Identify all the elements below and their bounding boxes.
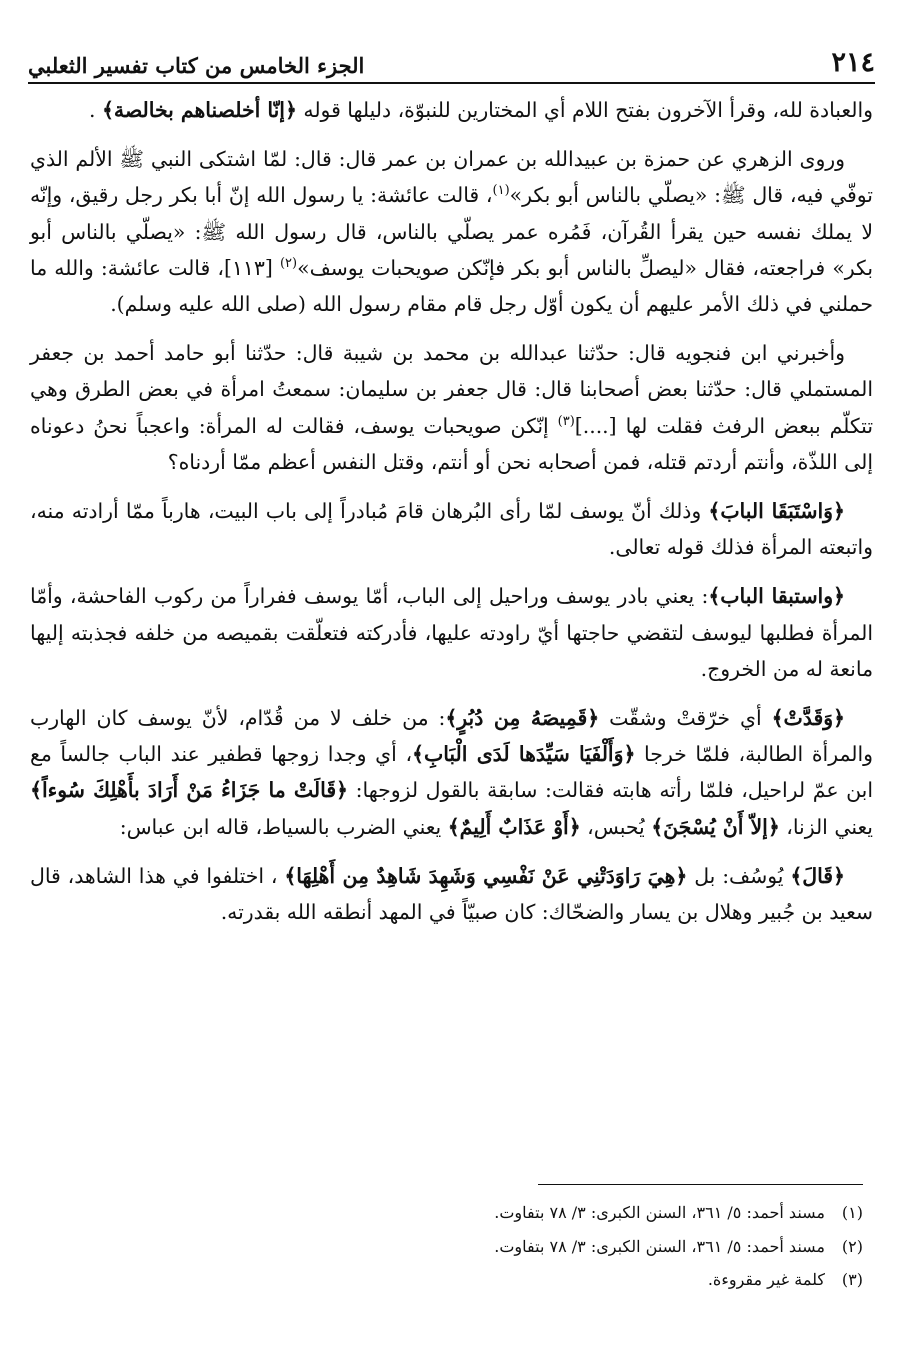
quran-quote: ﴿وَأَلْفَيَا سَيِّدَها لَدَى الْبَابِ﴾ <box>412 742 636 767</box>
body-paragraph <box>30 335 873 480</box>
body-text <box>30 92 873 943</box>
quran-quote: ﴿هِيَ رَاوَدَتْنِي عَنْ نَفْسِي وَشَهِدَ شَاهِدٌ مِن أَهْلِهَا﴾ <box>284 863 688 888</box>
quran-quote: ﴿قَمِيصَهُ مِن دُبُرٍ﴾ <box>445 706 600 731</box>
text-run: ، اختلفوا في هذا الشاهد، قال سعيد بن جُبير وهلال بن يسار والضحّاك: كان صبيّاً في المهد أنطقه الله بقدرته. <box>30 863 873 925</box>
body-paragraph <box>30 141 873 322</box>
page-number: ٢١٤ <box>831 47 875 78</box>
text-run: يعني الزنا، <box>779 814 873 839</box>
text-run: يُوسُف: بل <box>687 863 791 888</box>
footnotes <box>30 1196 863 1297</box>
footnote-marker: (٣) <box>557 413 575 429</box>
footnote-number: (١) <box>841 1203 863 1222</box>
footnote-item <box>30 1263 863 1297</box>
header-rule <box>28 82 875 84</box>
body-paragraph <box>30 858 873 930</box>
quran-quote: ﴿وَقَدَّتْ﴾ <box>771 706 845 731</box>
text-run: : من خلف لا من قُدّام، لأنّ يوسف كان الهارب والمرأة الطالبة، فلمّا خرجا <box>30 706 873 767</box>
text-run: يُحبس، <box>580 814 652 839</box>
quran-quote: ﴿إنّا أخلصناهم بخالصة﴾ <box>101 98 297 122</box>
text-run: : يعني بادر يوسف وراحيل إلى الباب، أمّا يوسف ففراراً من ركوب الفاحشة، وأمّا المرأة فطلبها ليوسف لتقضي حاجتها أيّ راودته عليها، فأدركته فتعلّقت بقميصه من خلفه فجذبته إليها مانعة له من الخروج. <box>30 584 873 681</box>
text-run: إنّكن صويحبات يوسف، فقالت له المرأة: واعجباً نحنُ دعوناه إلى اللذّة، وأنتم أردتم قتله، فمن أصحابه نحن أو أنتم، وقتل النفس أعظم ممّا أردناه؟ <box>30 413 873 474</box>
footnote-text: مسند أحمد: ٥/ ٣٦١، السنن الكبرى: ٣/ ٧٨ بتفاوت. <box>494 1203 825 1222</box>
quran-quote: ﴿قَالَتْ ما جَزَاءُ مَنْ أَرَادَ بأَهْلِكَ سُوءاً﴾ <box>30 778 349 803</box>
body-paragraph <box>30 92 873 128</box>
text-run: وروى الزهري عن حمزة بن عبيدالله بن عمران بن عمر قال: قال: لمّا اشتكى النبي ﷺ الألم الذي توفّي فيه، قال ﷺ: «يصلّي بالناس أبو بكر» <box>30 147 873 208</box>
text-run: أي خرّقتْ وشقّت <box>599 706 772 731</box>
text-run: ، قالت عائشة: يا رسول الله إنّ أبا بكر رجل رقيق، وإنّه لا يملك نفسه حين يقرأ القُرآن، فَمُره عمر يصلّي بالناس، قال رسول الله ﷺ: «يصلّي بالناس أبو بكر» فراجعته، فقال «ليصلِّ بالناس أبو بكر فإنّكن صويحبات يوسف» <box>30 183 873 280</box>
body-paragraph <box>30 578 873 687</box>
footnote-text: كلمة غير مقروءة. <box>707 1270 825 1289</box>
quran-quote: ﴿قَالَ﴾ <box>790 863 845 888</box>
quran-quote: ﴿إلاّ أَنْ يُسْجَنَ﴾ <box>651 814 780 839</box>
quran-quote: ﴿وَاسْتَبَقَا البابَ﴾ <box>708 499 845 524</box>
footnote-number: (٢) <box>841 1236 863 1256</box>
footnote-item <box>30 1230 863 1264</box>
footnote-marker: (١) <box>492 183 510 199</box>
footnote-marker: (٢) <box>279 256 298 272</box>
footnote-text: مسند أحمد: ٥/ ٣٦١، السنن الكبرى: ٣/ ٧٨ بتفاوت. <box>494 1236 825 1256</box>
text-run: . <box>89 98 102 122</box>
quran-quote: ﴿أَوْ عَذَابٌ أَلِيمٌ﴾ <box>447 814 581 839</box>
text-run: ، أي وجدا زوجها قطفير عند الباب جالساً مع ابن عمّ لراحيل، فلمّا رأته هابته فقالت: سابقة بالقول لزوجها: <box>30 742 873 803</box>
text-run: [١١٣]، قالت عائشة: والله ما حملني في ذلك الأمر عليهم أن يكون أوّل رجل قام مقام رسول الله (صلى الله عليه وسلم). <box>30 255 873 317</box>
page-header <box>28 38 875 78</box>
text-run: والعبادة لله، وقرأ الآخرون بفتح اللام أي المختارين للنبوّة، دليلها قوله <box>296 98 873 122</box>
footnote-number: (٣) <box>841 1270 863 1289</box>
running-title: الجزء الخامس من كتاب تفسير الثعلبي <box>28 53 365 78</box>
text-run: وذلك أنّ يوسف لمّا رأى البُرهان قامَ مُبادراً إلى باب البيت، هارباً ممّا أرادته منه، واتبعته المرأة فذلك قوله تعالى. <box>30 499 873 560</box>
text-run: يعني الضرب بالسياط، قاله ابن عباس: <box>119 814 448 839</box>
text-run: وأخبرني ابن فنجويه قال: حدّثنا عبدالله بن محمد بن شيبة قال: حدّثنا أبو حامد أحمد بن جعفر المستملي قال: حدّثنا بعض أصحابنا قال: قال جعفر بن سليمان: سمعتُ امرأة في بعض الطرق وهي تتكلّم ببعض الرفث فقلت لها [....] <box>30 341 873 438</box>
body-paragraph <box>30 700 873 845</box>
footnote-item <box>30 1196 863 1230</box>
footnote-rule <box>538 1184 863 1185</box>
quran-quote: ﴿واستبقا الباب﴾ <box>708 584 845 609</box>
body-paragraph <box>30 493 873 565</box>
